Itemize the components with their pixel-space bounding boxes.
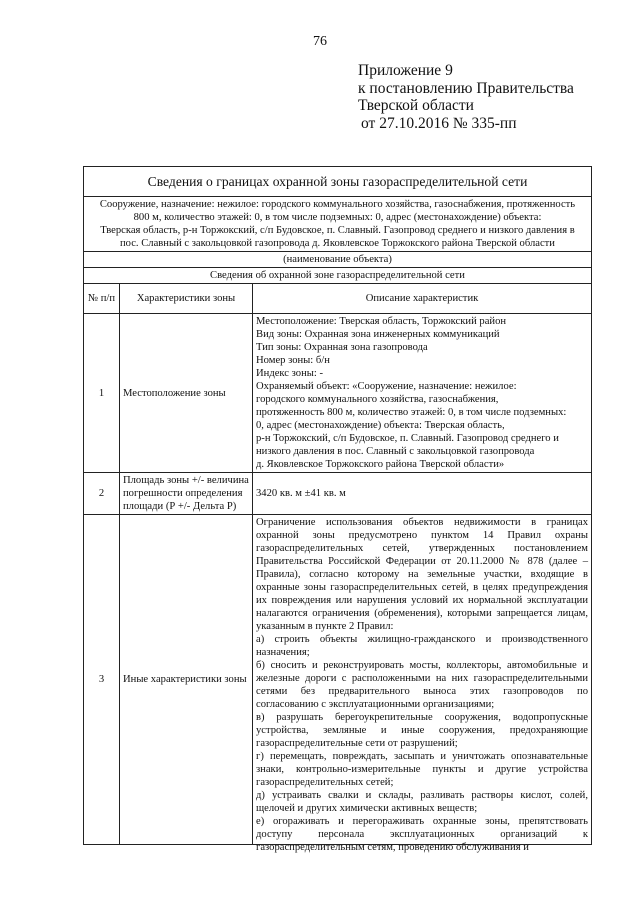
column-header-num: № п/п xyxy=(84,284,120,314)
appendix-line-1: Приложение 9 xyxy=(358,62,453,79)
row-number: 3 xyxy=(84,515,120,845)
table-row xyxy=(84,314,592,473)
appendix-line-3: Тверской области xyxy=(358,97,474,114)
description-paragraph: б) сносить и реконструировать мосты, коллекторы, автомобильные и железные дороги с расположенными на них газораспределительными сетями без предварительного выноса этих газопроводов по согласованию с эксплуатационными организациями; xyxy=(256,660,588,710)
row-characteristic: Иные характеристики зоны xyxy=(120,515,253,845)
description-paragraph: д) устраивать свалки и склады, разливать растворы кислот, солей, щелочей и других химически активных веществ; xyxy=(256,790,588,814)
zone-info-table xyxy=(83,166,592,853)
zone-info-header: Сведения об охранной зоне газораспределительной сети xyxy=(84,268,592,284)
description-line: Индекс зоны: - xyxy=(256,368,323,379)
row-number: 2 xyxy=(84,473,120,515)
description-paragraph: в) разрушать берегоукрепительные сооружения, водопропускные устройства, земляные и иные сооружения, предохраняющие газораспределительные сети от разрушений; xyxy=(256,712,588,749)
description-line: Вид зоны: Охранная зона инженерных коммуникаций xyxy=(256,329,500,340)
appendix-line-2: к постановлению Правительства xyxy=(358,79,574,97)
description-paragraph: Ограничение использования объектов недвижимости в границах охранной зоны предусмотрено пунктом 14 Правил охраны газораспределительных сетей, утвержденных постановлением Правительства Российской Федерации от 20.11.2000 № 878 (далее – Правила), согласно которому на земельные участки, входящие в охранные зоны газораспределительных сетей, в целях предупреждения их повреждения или нарушения условий их нормальной эксплуатации налагаются ограничения (обременения), которыми запрещается лицам, указанным в пункте 2 Правил: xyxy=(256,517,588,632)
description-line: р-н Торжокский, с/п Будовское, п. Славный. Газопровод среднего и xyxy=(256,433,559,444)
object-line: Тверская область, р-н Торжокский, с/п Будовское, п. Славный. Газопровод среднего и низкого давления в xyxy=(100,225,575,236)
row-description: 3420 кв. м ±41 кв. м xyxy=(253,473,592,515)
object-line: 800 м, количество этажей: 0, в том числе подземных: 0, адрес (местонахождение) объекта: xyxy=(133,212,542,223)
row-characteristic: Площадь зоны +/- величина погрешности определения площади (Р +/- Дельта Р) xyxy=(120,473,253,515)
table-row xyxy=(84,473,592,515)
column-header-description: Описание характеристик xyxy=(253,284,592,314)
row-characteristic: Местоположение зоны xyxy=(120,314,253,473)
column-header-characteristics: Характеристики зоны xyxy=(120,284,253,314)
description-paragraph: г) перемещать, повреждать, засыпать и уничтожать опознавательные знаки, контрольно-измерительные пункты и другие устройства газораспределительных сетей; xyxy=(256,751,588,788)
object-name-cell xyxy=(84,197,592,252)
table-title: Сведения о границах охранной зоны газораспределительной сети xyxy=(84,167,592,197)
page-number: 76 xyxy=(313,34,327,49)
description-line: Тип зоны: Охранная зона газопровода xyxy=(256,342,428,353)
description-line: городского коммунального хозяйства, газоснабжения, xyxy=(256,394,499,405)
appendix-heading xyxy=(358,62,574,132)
appendix-line-4: от 27.10.2016 № 335-пп xyxy=(361,114,517,132)
row-description xyxy=(253,314,592,473)
table-row xyxy=(84,515,592,845)
object-caption: (наименование объекта) xyxy=(84,252,592,268)
description-line: Местоположение: Тверская область, Торжокский район xyxy=(256,316,507,327)
description-line: 0, адрес (местонахождение) объекта: Тверская область, xyxy=(256,420,505,431)
object-line: пос. Славный с закольцовкой газопровода д. Яковлевское Торжокского района Тверской области xyxy=(120,238,555,249)
description-line: Номер зоны: б/н xyxy=(256,355,330,366)
row-description xyxy=(253,515,592,853)
description-line: Охраняемый объект: «Сооружение, назначение: нежилое: xyxy=(256,381,517,392)
description-line: протяженность 800 м, количество этажей: 0, в том числе подземных: xyxy=(256,407,567,418)
description-paragraph: е) огораживать и перегораживать охранные зоны, препятствовать доступу персонала эксплуатационных организаций к газораспределительным сетям, проведению обслуживания и xyxy=(256,816,588,853)
description-paragraph: а) строить объекты жилищно-гражданского и производственного назначения; xyxy=(256,634,588,658)
description-line: д. Яковлевское Торжокского района Тверской области» xyxy=(256,459,505,470)
row-number: 1 xyxy=(84,314,120,473)
description-line: низкого давления в пос. Славный с закольцовкой газопровода xyxy=(256,446,535,457)
object-line: Сооружение, назначение: нежилое: городского коммунального хозяйства, газоснабжения, протяженность xyxy=(99,199,576,210)
